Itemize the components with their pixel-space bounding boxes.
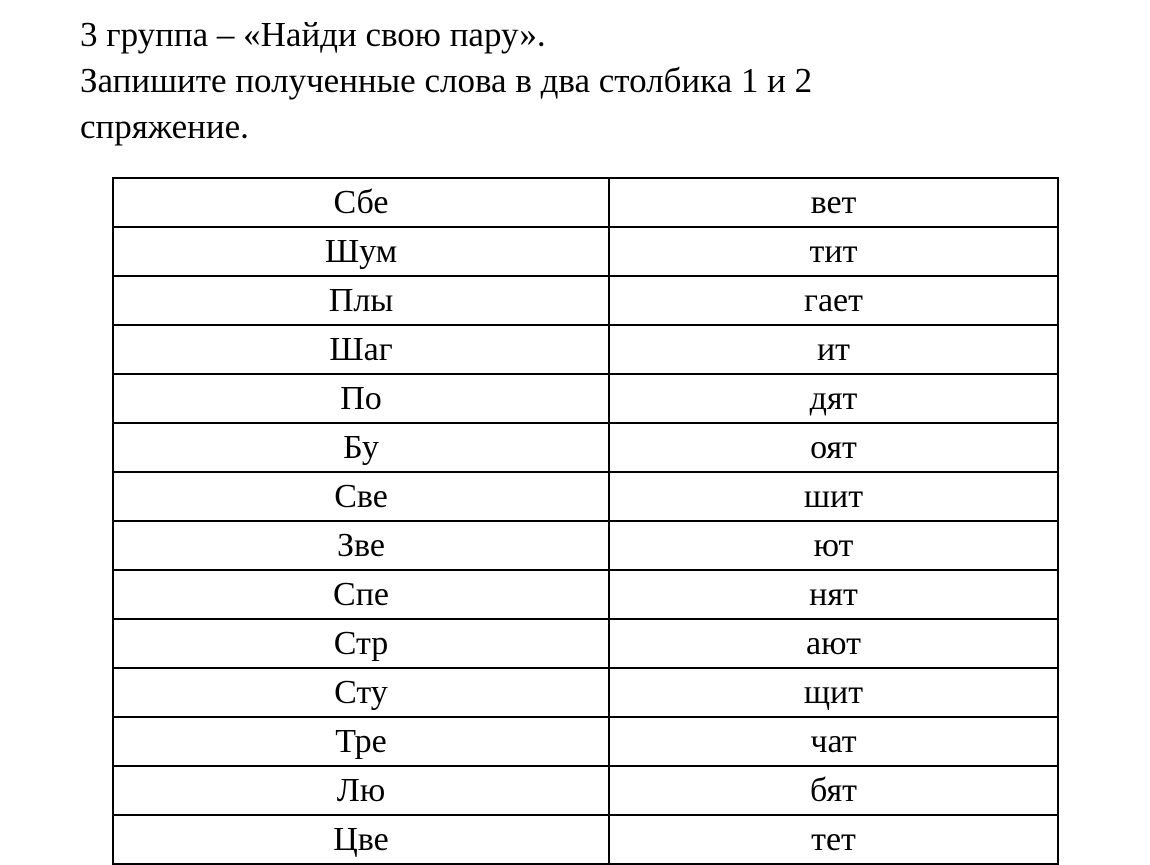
table-row bbox=[113, 570, 1058, 619]
word-end-cell: бят bbox=[609, 766, 1058, 815]
word-end-cell: шит bbox=[609, 472, 1058, 521]
word-start-cell: Шум bbox=[113, 227, 609, 276]
word-end-cell: нят bbox=[609, 570, 1058, 619]
task-instruction-line-1: Запишите полученные слова в два столбика 1 и 2 bbox=[80, 61, 813, 100]
table-row bbox=[113, 227, 1058, 276]
word-end-cell: оят bbox=[609, 423, 1058, 472]
task-instruction-line-2: спряжение. bbox=[80, 107, 249, 146]
word-start-cell: Зве bbox=[113, 521, 609, 570]
table-row bbox=[113, 668, 1058, 717]
table-row bbox=[113, 815, 1058, 864]
table-row bbox=[113, 374, 1058, 423]
word-end-cell: ит bbox=[609, 325, 1058, 374]
table-row bbox=[113, 521, 1058, 570]
table-row bbox=[113, 717, 1058, 766]
task-heading bbox=[80, 12, 1080, 150]
word-end-cell: ют bbox=[609, 521, 1058, 570]
word-start-cell: По bbox=[113, 374, 609, 423]
word-end-cell: щит bbox=[609, 668, 1058, 717]
word-end-cell: вет bbox=[609, 178, 1058, 227]
table-row bbox=[113, 472, 1058, 521]
word-end-cell: ают bbox=[609, 619, 1058, 668]
word-end-cell: тет bbox=[609, 815, 1058, 864]
word-end-cell: дят bbox=[609, 374, 1058, 423]
word-start-cell: Шаг bbox=[113, 325, 609, 374]
word-start-cell: Плы bbox=[113, 276, 609, 325]
table-row bbox=[113, 325, 1058, 374]
word-start-cell: Лю bbox=[113, 766, 609, 815]
word-start-cell: Све bbox=[113, 472, 609, 521]
table-row bbox=[113, 619, 1058, 668]
table-row bbox=[113, 276, 1058, 325]
word-start-cell: Сбе bbox=[113, 178, 609, 227]
word-end-cell: гает bbox=[609, 276, 1058, 325]
word-start-cell: Бу bbox=[113, 423, 609, 472]
word-end-cell: тит bbox=[609, 227, 1058, 276]
word-parts-table bbox=[112, 177, 1059, 865]
word-start-cell: Спе bbox=[113, 570, 609, 619]
table-row bbox=[113, 178, 1058, 227]
word-end-cell: чат bbox=[609, 717, 1058, 766]
word-start-cell: Стр bbox=[113, 619, 609, 668]
word-start-cell: Сту bbox=[113, 668, 609, 717]
word-start-cell: Тре bbox=[113, 717, 609, 766]
task-title: 3 группа – «Найди свою пару». bbox=[80, 15, 546, 54]
word-start-cell: Цве bbox=[113, 815, 609, 864]
table-row bbox=[113, 423, 1058, 472]
table-row bbox=[113, 766, 1058, 815]
